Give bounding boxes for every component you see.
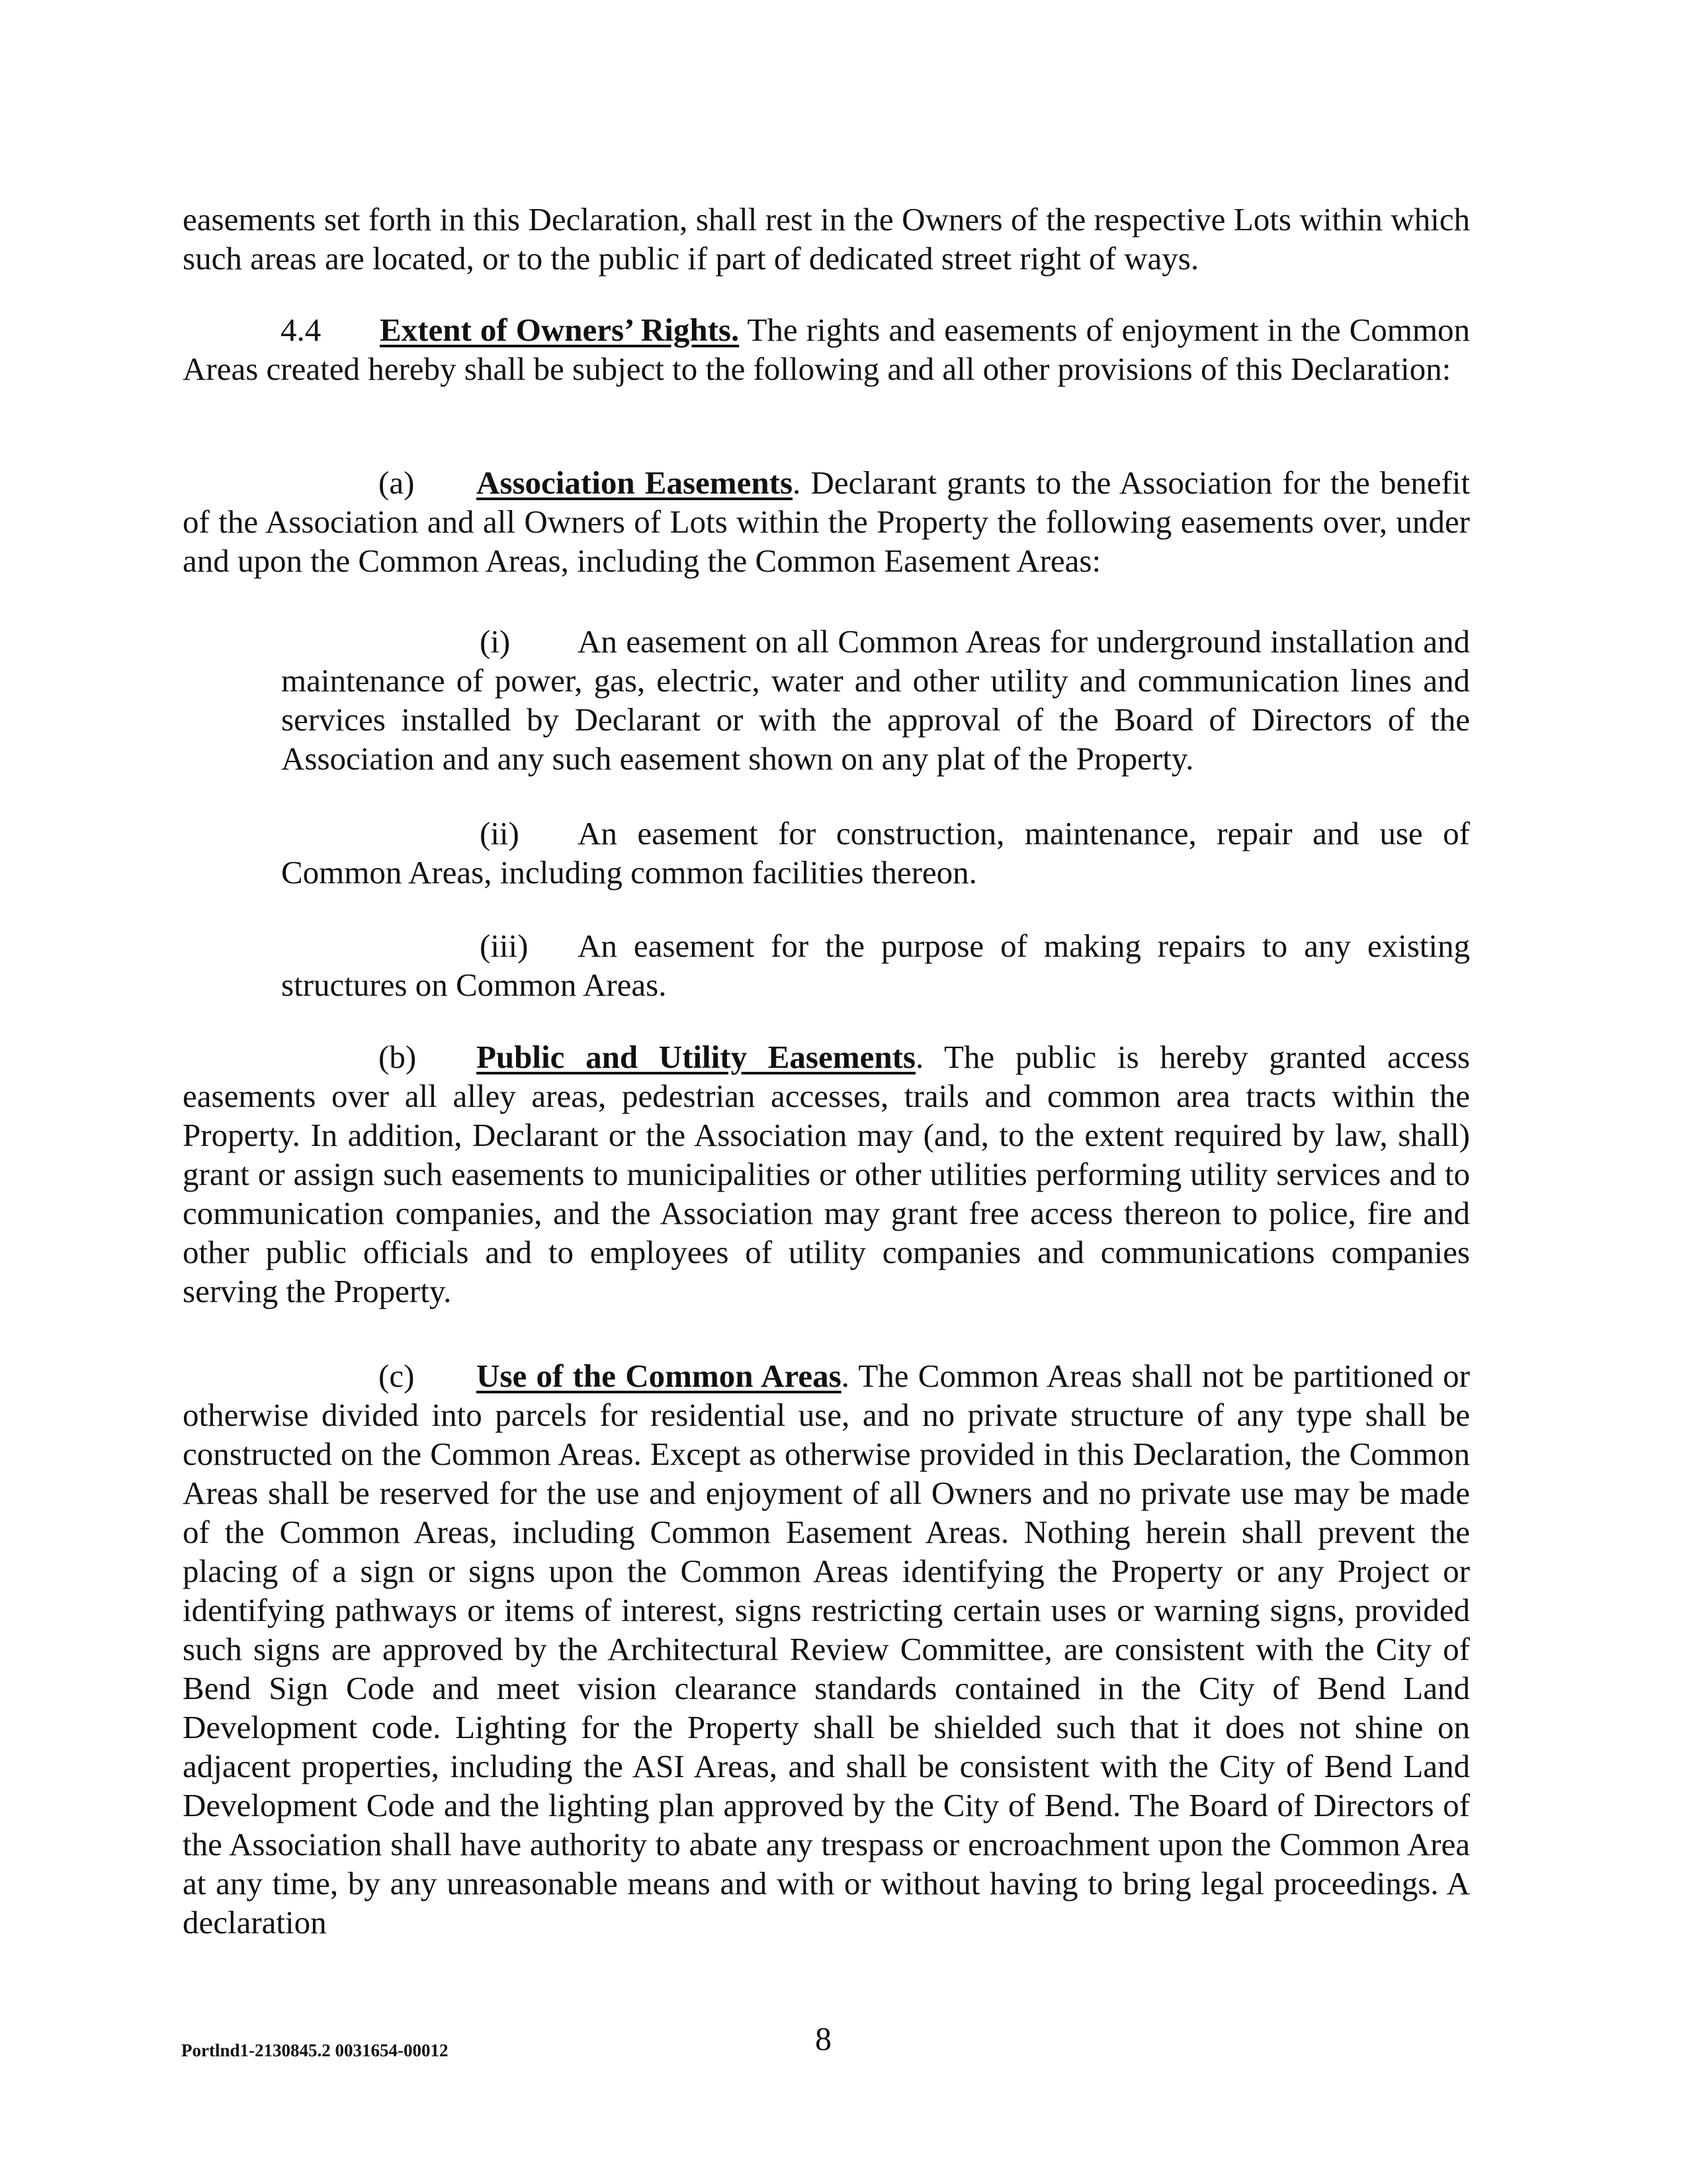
paragraph-text: easements set forth in this Declaration, shall rest in the Owners of the respective Lots within which such areas are located, or to the public if part of dedicated street right of ways.	[183, 201, 1470, 277]
subsection-label: (a)	[378, 464, 415, 501]
subsection-heading: Use of the Common Areas	[476, 1358, 842, 1394]
item-label: (ii)	[480, 815, 519, 852]
item-ii	[281, 814, 1470, 892]
item-text: An easement for the purpose of making repairs to any existing structures on Common Areas.	[281, 928, 1470, 1003]
subsection-label: (b)	[378, 1039, 417, 1075]
subsection-heading: Public and Utility Easements	[476, 1039, 916, 1075]
item-text: An easement for construction, maintenance, repair and use of Common Areas, including common facilities thereon.	[281, 815, 1470, 891]
item-i	[281, 622, 1470, 778]
subsection-label: (c)	[378, 1358, 415, 1394]
item-label: (iii)	[480, 928, 529, 964]
item-iii	[281, 926, 1470, 1004]
subsection-text: . The Common Areas shall not be partitioned or otherwise divided into parcels for residential use, and no private structure of any type shall be constructed on the Common Areas. Except as otherwise provided in this Declaration, the Common Areas shall be reserved for the use and enjoyment of all Owners and no private use may be made of the Common Areas, including Common Easement Areas. Nothing herein shall prevent the placing of a sign or signs upon the Common Areas identifying the Property or any Project or identifying pathways or items of interest, signs restricting certain uses or warning signs, provided such signs are approved by the Architectural Review Committee, are consistent with the City of Bend Sign Code and meet vision clearance standards contained in the City of Bend Land Development code. Lighting for the Property shall be shielded such that it does not shine on adjacent properties, including the ASI Areas, and shall be consistent with the City of Bend Land Development Code and the lighting plan approved by the City of Bend. The Board of Directors of the Association shall have authority to abate any trespass or encroachment upon the Common Area at any time, by any unreasonable means and with or without having to bring legal proceedings. A declaration	[183, 1358, 1471, 1941]
item-text: An easement on all Common Areas for underground installation and maintenance of power, gas, electric, water and other utility and communication lines and services installed by Declarant or with the approval of the Board of Directors of the Association and any such easement shown on any plat of the Property.	[281, 623, 1470, 777]
item-label: (i)	[480, 623, 511, 660]
subsection-c	[183, 1356, 1470, 1942]
subsection-a	[183, 463, 1470, 580]
section-text: The rights and easements of enjoyment in the Common Areas created hereby shall be subject to the following and all other provisions of this Declaration:	[183, 312, 1470, 387]
section-4-4	[183, 310, 1470, 388]
footer-document-id: Portlnd1-2130845.2 0031654-00012	[181, 2040, 449, 2060]
section-number: 4.4	[280, 312, 322, 348]
section-heading: Extent of Owners’ Rights.	[380, 312, 740, 348]
subsection-heading: Association Easements	[476, 464, 793, 501]
paragraph-continuation	[183, 200, 1470, 278]
subsection-text: . The public is hereby granted access easements over all alley areas, pedestrian accesses, trails and common area tracts within the Property. In addition, Declarant or the Association may (and, to the extent required by law, shall) grant or assign such easements to municipalities or other utilities performing utility services and to communication companies, and the Association may grant free access thereon to police, fire and other public officials and to employees of utility companies and communications companies serving the Property.	[183, 1039, 1471, 1309]
subsection-text: . Declarant grants to the Association for the benefit of the Association and all Owners of Lots within the Property the following easements over, under and upon the Common Areas, including the Common Easement Areas:	[183, 464, 1470, 579]
footer-page-number: 8	[815, 2020, 832, 2057]
subsection-b	[183, 1037, 1470, 1311]
